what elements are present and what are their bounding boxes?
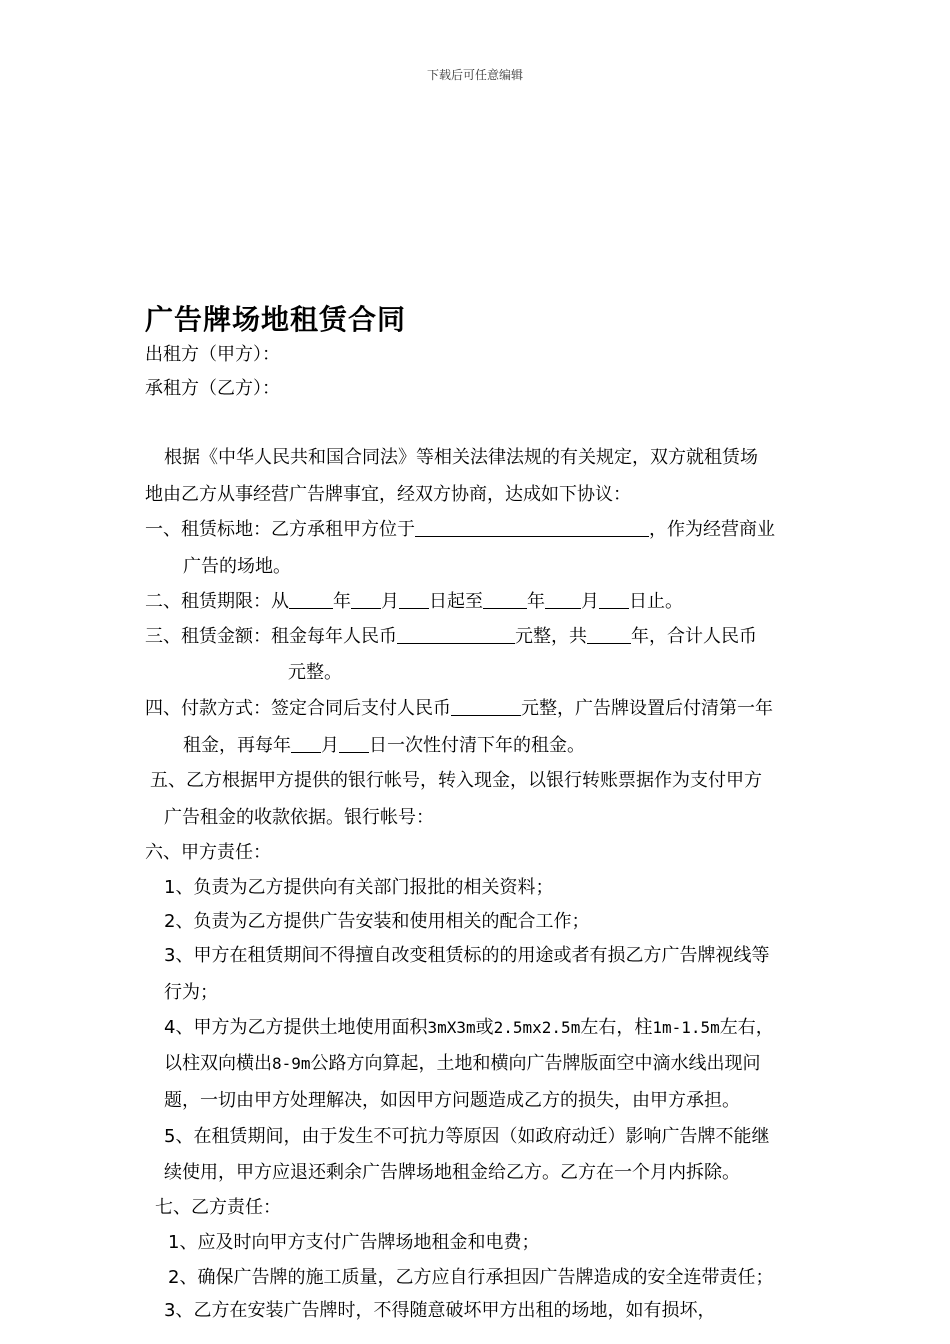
clause-3-line-1 [145,625,757,649]
location-blank [415,518,649,537]
clause-6-item-4-line-1 [164,1016,774,1040]
clause-1-text: 一、租赁标地：乙方承租甲方位于 [145,519,415,540]
clause-6-heading: 六、甲方责任： [145,842,271,863]
lessee-line: 承租方（乙方）： [145,378,280,399]
clause-6-item-3-line-1: 3、甲方在租赁期间不得擅自改变租赁标的的用途或者有损乙方广告牌视线等 [164,945,770,966]
clause-2-text: 二、租赁期限：从 [145,591,289,612]
clause-2-text: 月 [381,591,399,612]
clause-7-item-2: 2、确保广告牌的施工质量，乙方应自行承担因广告牌造成的安全连带责任； [168,1267,774,1288]
start-year-blank [289,590,333,609]
extension-distance-value: 8-9m [272,1054,311,1073]
clause-6-text: 公路方向算起，土地和横向广告牌版面空中滴水线出现问 [310,1053,761,1074]
clause-6-item-4-line-3: 题，一切由甲方处理解决，如因甲方问题造成乙方的损失，由甲方承担。 [164,1090,740,1111]
clause-1-text: ，作为经营商业 [649,519,775,540]
clause-6-text: 以柱双向横出 [164,1053,272,1074]
clause-2-text: 年 [333,591,351,612]
start-month-blank [351,590,381,609]
page-header-note: 下载后可任意编辑 [426,68,523,82]
clause-2-line [145,590,683,614]
end-year-blank [483,590,527,609]
clause-2-text: 日止。 [629,591,683,612]
payment-month-blank [291,734,321,753]
clause-1-line-2: 广告的场地。 [183,556,291,577]
clause-3-text: 元整，共 [515,626,587,647]
clause-3-text: 年，合计人民币 [631,626,757,647]
clause-7-heading: 七、乙方责任： [155,1197,281,1218]
clause-5-line-2: 广告租金的收款依据。银行帐号： [164,807,434,828]
end-day-blank [599,590,629,609]
clause-2-text: 年 [527,591,545,612]
clause-4-text: 月 [321,735,339,756]
clause-6-item-2: 2、负责为乙方提供广告安装和使用相关的配合工作； [164,911,590,932]
payment-day-blank [339,734,369,753]
clause-4-text: 四、付款方式：签定合同后支付人民币 [145,698,451,719]
clause-4-text: 租金，再每年 [183,735,291,756]
clause-2-text: 日起至 [429,591,483,612]
clause-4-text: 元整，广告牌设置后付清第一年 [521,698,773,719]
document-title: 广告牌场地租赁合同 [145,303,407,336]
land-size-value: 3mX3m [427,1018,476,1037]
clause-6-item-5-line-2: 续使用，甲方应退还剩余广告牌场地租金给乙方。乙方在一个月内拆除。 [164,1162,740,1183]
intro-line-1: 根据《中华人民共和国合同法》等相关法律法规的有关规定，双方就租赁场 [164,447,758,468]
clause-3-text: 三、租赁金额：租金每年人民币 [145,626,397,647]
end-month-blank [545,590,581,609]
clause-5-line-1: 五、乙方根据甲方提供的银行帐号，转入现金，以银行转账票据作为支付甲方 [150,770,762,791]
clause-6-text: 左右， [719,1017,774,1038]
clause-4-line-1 [145,697,773,721]
land-size-alt-value: 2.5mx2.5m [493,1018,581,1037]
pillar-size-value: 1m-1.5m [652,1018,720,1037]
clause-6-text: 或 [475,1017,494,1038]
annual-rent-blank [397,625,515,644]
intro-line-2: 地由乙方从事经营广告牌事宜，经双方协商，达成如下协议： [145,484,631,505]
clause-4-text: 日一次性付清下年的租金。 [369,735,585,756]
clause-6-item-1: 1、负责为乙方提供向有关部门报批的相关资料； [164,877,554,898]
lessor-line: 出租方（甲方）： [145,344,280,365]
clause-6-item-3-line-2: 行为； [164,982,218,1003]
start-day-blank [399,590,429,609]
clause-7-item-3: 3、乙方在安装广告牌时，不得随意破坏甲方出租的场地，如有损坏， [164,1300,716,1321]
clause-2-text: 月 [581,591,599,612]
clause-7-item-1: 1、应及时向甲方支付广告牌场地租金和电费； [168,1232,540,1253]
clause-6-text: 4、甲方为乙方提供土地使用面积 [164,1017,428,1038]
clause-6-text: 左右，柱 [580,1017,653,1038]
years-blank [587,625,631,644]
clause-6-item-5-line-1: 5、在租赁期间，由于发生不可抗力等原因（如政府动迁）影响广告牌不能继 [164,1126,770,1147]
deposit-amount-blank [451,697,521,716]
clause-4-line-2 [183,734,585,758]
clause-3-line-2: 元整。 [288,662,342,683]
clause-1-line-1 [145,518,775,542]
clause-6-item-4-line-2 [164,1052,761,1076]
